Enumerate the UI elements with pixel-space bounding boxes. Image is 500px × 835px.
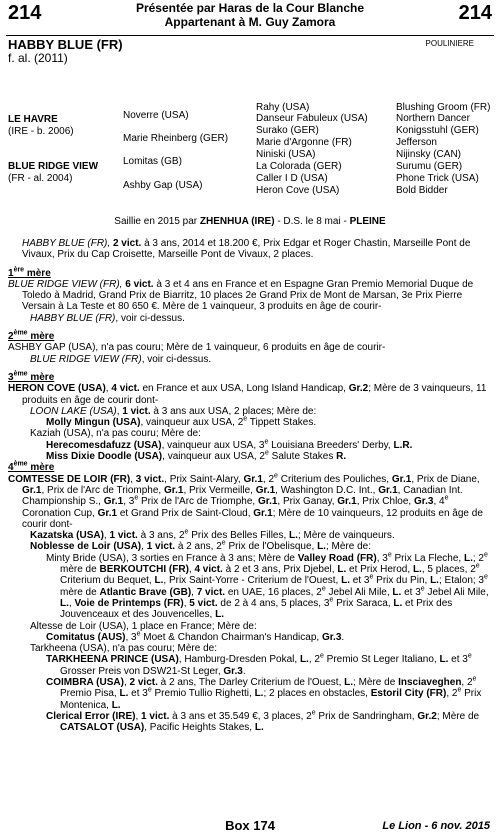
gen3-4: Marie d'Argonne (FR) <box>256 137 352 148</box>
horse-description: f. al. (2011) <box>8 51 68 65</box>
consignor-block <box>0 1 500 29</box>
lot-number-right: 214 <box>458 2 492 24</box>
gen2-2: Marie Rheinberg (GER) <box>123 133 229 144</box>
dam-2: ASHBY GAP (USA), n'a pas couru; Mère de 1 vainqueur, 6 produits en âge de courir- <box>8 342 386 354</box>
heading-4eme-mere: 4ème mère <box>8 461 55 474</box>
gen2-3: Lomitas (GB) <box>123 156 182 167</box>
horse-status: POULINIERE <box>425 39 474 48</box>
sire-name: LE HAVRE <box>8 114 58 125</box>
gen4-5: Nijinsky (CAN) <box>396 149 461 160</box>
gen3-5: Niniski (USA) <box>256 149 316 160</box>
gen2-1: Noverre (USA) <box>123 110 189 121</box>
owner-line: Appartenant à M. Guy Zamora <box>164 15 336 29</box>
heading-2eme-mere: 2ème mère <box>8 329 55 343</box>
dam-4: COMTESSE DE LOIR (FR), 3 vict., Prix Saint-Alary, Gr.1, 2e Criterium des Pouliches, Gr.1, Prix de Diane, Gr.1, Prix de l'Arc de Triomphe, Gr.1, Prix Vermeille, Gr.1, Washington D.C. Int., Gr.1, Canadian Int. Championship S., Gr.1, 3e Prix de l'Arc de Triomphe, Gr.1, Prix Ganay, Gr.1, Prix Chloe, Gr.3, 4e Coronation Cup, Gr.1 et Grand Prix de Saint-Cloud, Gr.1; Mère de 10 vainqueurs, 12 produits en âge de courir dont- <box>8 472 483 530</box>
gen4-4: Jefferson <box>396 137 437 148</box>
horse-name: HABBY BLUE (FR) <box>8 37 123 52</box>
gen2-4: Ashby Gap (USA) <box>123 180 203 191</box>
gen4-3: Konigsstuhl (GER) <box>396 125 479 136</box>
header-rule <box>6 35 494 36</box>
covering-line: Saillie en 2015 par ZHENHUA (IRE) - D.S. le 8 mai - PLEINE <box>114 216 386 227</box>
gen3-2: Danseur Fabuleux (USA) <box>256 113 368 124</box>
dam-name: BLUE RIDGE VIEW <box>8 161 99 172</box>
dam-3: HERON COVE (USA), 4 vict. en France et aux USA, Long Island Handicap, Gr.2; Mère de 3 vainqueurs, 11 produits en âge de courir dont- <box>8 383 487 406</box>
gen4-6: Surumu (GER) <box>396 161 463 172</box>
box-number: Box 174 <box>225 818 275 833</box>
dam-detail: (FR - al. 2004) <box>8 173 73 184</box>
dam-1: BLUE RIDGE VIEW (FR), 6 vict. à 3 et 4 ans en France et en Espagne Gran Premio Memorial Duque de Toledo à Madrid, Grand Prix de Biarritz, 10 places 2e Grand Prix de Mont de Marsan, 3e Prix Pierre Versain à La Teste et 80 650 €. Mère de 1 vainqueur, 3 produits en âge de courir- <box>8 278 474 313</box>
gen4-2: Northern Dancer <box>396 113 470 124</box>
gen4-7: Phone Trick (USA) <box>396 173 479 184</box>
sale-name: Le Lion - 6 nov. 2015 <box>382 820 490 832</box>
heading-1ere-mere: 1ère mère <box>8 266 51 279</box>
heading-3eme-mere: 3ème mère <box>8 370 55 383</box>
catalogue-body: HABBY BLUE (FR), 2 vict. à 3 ans, 2014 et 18.200 €, Prix Edgar et Roger Chastin, Marseille Pont de Vivaux, Prix du Cap Croisette, Marseille Pont de Vivaux, 2 places. 1ère mère BLUE RIDGE VIEW (FR), 6 vict. à 3 et 4 ans en France et en Espagne Gran Premio Memorial Duque de Toledo à Madrid, Grand Prix de Biarritz, 10 places 2e Grand Prix de Mont de Marsan, 3e Prix Pierre Versain à La Teste et 80 650 €. Mère de 1 vainqueur, 3 produits en âge de courir- HABBY BLUE (FR), voir ci-dessus. 2ème mère ASHBY GAP (USA), n'a pas couru; Mère de 1 vainqueur, 6 produits en âge de courir- BLUE RIDGE VIEW (FR), voir ci-dessus. 3ème mère HERON COVE (USA), 4 vict. en France et aux USA, Long Island Handicap, Gr.2; Mère de 3 vainqueurs, 11 produits en âge de courir dont- LOON LAKE (USA), 1 vict. à 3 ans aux USA, 2 places; Mère de: Molly Mingun (USA), vainqueur aux USA, 2e Tippett Stakes. Kaziah (USA), n'a pas couru; Mère de: Herecomesdafuzz (USA), vainqueur aux USA, 3e Louisiana Breeders' Derby, L.R. Miss Dixie Doodle (USA), vainqueur aux USA, 2e Salute Stakes R. 4ème mère COMTESSE DE LOIR (FR), 3 vict., Prix Saint-Alary, Gr.1, 2e Criterium des Pouliches, Gr.1, Prix de Diane, Gr.1, Prix de l'Arc de Triomphe, Gr.1, Prix Vermeille, Gr.1, Washington D.C. Int., Gr.1, Canadian Int. Championship S., Gr.1, 3e Prix de l'Arc de Triomphe, Gr.1, Prix Ganay, Gr.1, Prix Chloe, Gr.3, 4e Coronation Cup, Gr.1 et Grand Prix de Saint-Cloud, Gr.1; Mère de 10 vainqueurs, 12 produits en âge de courir dont- Kazatska (USA), 1 vict. à 3 ans, 2e Prix des Belles Filles, L.; Mère de vainqueurs. Noblesse de Loir (USA), 1 vict. à 2 ans, 2e Prix de l'Obelisque, L.; Mère de: Minty Bride (USA), 3 sorties en France à 3 ans; Mère de Valley Road (FR), 3e Prix La Fleche, L.; 2e mère de BERKOUTCHI (FR), 4 vict. à 2 et 3 ans, Prix Djebel, L. et Prix Herod, L., 5 places, 2e Criterium du Bequet, L., Prix Saint-Yorre - Criterium de l'Ouest, L. et 3e Prix du Pin, L.; Etalon; 3e mère de Atlantic Brave (GB), 7 vict. en UAE, 16 places, 2e Jebel Ali Mile, L. et 3e Jebel Ali Mile, L., Voie de Printemps (FR), 5 vict. de 2 à 4 ans, 5 places, 3e Prix Saraca, L. et Prix des Jouvenceaux et des Jouvencelles, L. Altesse de Loir (USA), 1 place en France; Mère de: Comitatus (AUS), 3e Moet & Chandon Chairman's Handicap, Gr.3. Tarkheena (USA), n'a pas couru; Mère de: TARKHEENA PRINCE (USA), Hamburg-Dresden Pokal, L., 2e Premio St Leger Italiano, L. et 3e Grosser Preis von DSW21-St Leger, Gr.3. COIMBRA (USA), 2 vict. à 2 ans, The Darley Criterium de l'Ouest, L.; Mère de Insciaveghen, 2e Premio Pisa, L. et 3e Premio Tullio Righetti, L.; 2 places en obstacles, Estoril City (FR), 2e Prix Montenica, L. Clerical Error (IRE), 1 vict. à 3 ans et 35.549 €, 3 places, 2e Prix de Sandringham, Gr.2; Mère de CATSALOT (USA), Pacific Heights Stakes, L. <box>8 238 492 733</box>
gen3-6: La Colorada (GER) <box>256 161 342 172</box>
gen3-8: Heron Cove (USA) <box>256 185 340 196</box>
lot-number-left: 214 <box>8 2 42 24</box>
horse-performance: HABBY BLUE (FR), 2 vict. à 3 ans, 2014 et 18.200 €, Prix Edgar et Roger Chastin, Marseille Pont de Vivaux, Prix du Cap Croisette, Marseille Pont de Vivaux, 2 places. <box>22 238 471 261</box>
gen3-1: Rahy (USA) <box>256 102 310 113</box>
consignor-line: Présentée par Haras de la Cour Blanche <box>135 1 365 15</box>
gen4-8: Bold Bidder <box>396 185 448 196</box>
sire-detail: (IRE - b. 2006) <box>8 126 74 137</box>
gen3-3: Surako (GER) <box>256 125 319 136</box>
page-header <box>0 0 500 38</box>
gen4-1: Blushing Groom (FR) <box>396 102 491 113</box>
gen3-7: Caller I D (USA) <box>256 173 328 184</box>
